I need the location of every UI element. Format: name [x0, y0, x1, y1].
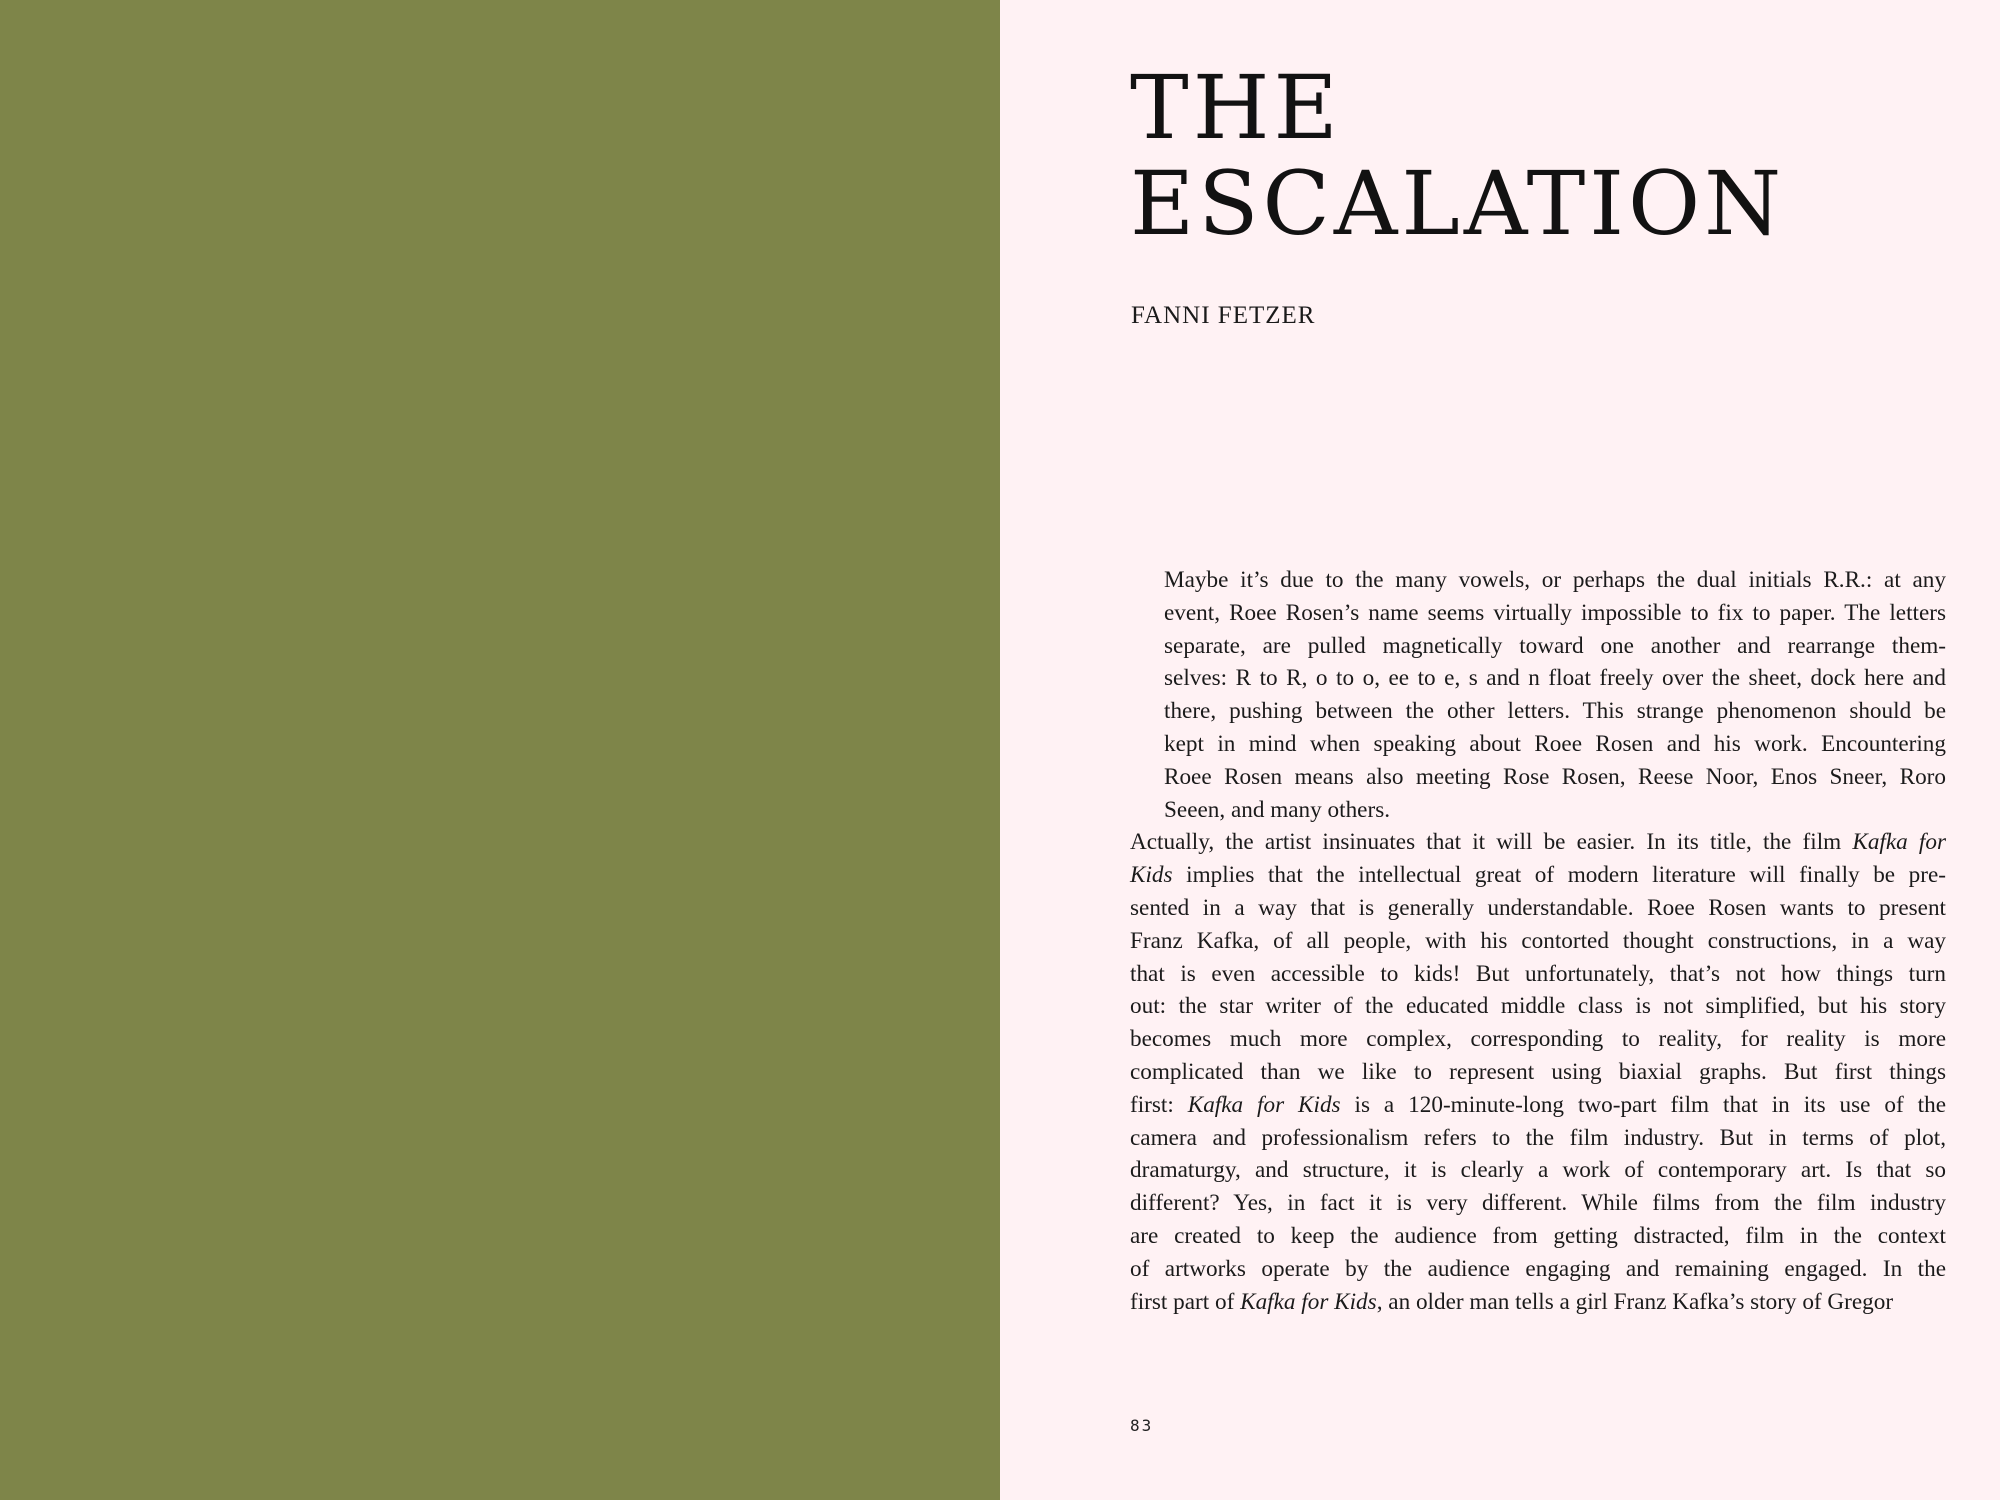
text-line: dramaturgy, and structure, it is clearly a work of contemporary art. Is that so: [1130, 1157, 1946, 1184]
italic-film-title: Kafka for Kids: [1187, 1091, 1341, 1118]
text-line: of artworks operate by the audience engaging and remaining engaged. In the: [1130, 1255, 1946, 1282]
text-line: that is even accessible to kids! But unfortunately, that’s not how things turn: [1130, 960, 1946, 987]
text-line: complicated than we like to represent using biaxial graphs. But first things: [1130, 1058, 1946, 1085]
chapter-title-line-2: ESCALATION: [1130, 152, 1786, 255]
italic-film-title: Kafka for Kids: [1240, 1288, 1377, 1315]
text-line: [1130, 859, 1946, 892]
text-line: Seeen, and many others.: [1164, 796, 1391, 823]
text-line: becomes much more complex, corresponding to reality, for reality is more: [1130, 1026, 1946, 1053]
text-line: camera and professionalism refers to the film industry. But in terms of plot,: [1130, 1124, 1946, 1151]
paragraph-1: [1130, 564, 1946, 826]
text-line: Roee Rosen means also meeting Rose Rosen, Reese Noor, Enos Sneer, Roro: [1164, 763, 1946, 790]
text-line: out: the star writer of the educated middle class is not simplified, but his story: [1130, 993, 1946, 1020]
author-name: FANNI FETZER: [1131, 302, 1316, 329]
text-line: there, pushing between the other letters. This strange phenomenon should be: [1164, 698, 1946, 725]
text-line: are created to keep the audience from getting distracted, film in the context: [1130, 1222, 1946, 1249]
italic-film-title: Kafka for: [1852, 829, 1946, 856]
italic-film-title: Kids: [1130, 862, 1173, 889]
right-page: [1000, 0, 2000, 1500]
text-line: Maybe it’s due to the many vowels, or perhaps the dual initials R.R.: at any: [1164, 567, 1946, 593]
text-segment: first:: [1130, 1091, 1188, 1118]
text-segment: implies that the intellectual great of modern literature will finally be pre-: [1172, 862, 1946, 889]
chapter-title-line-1: THE: [1130, 56, 1342, 159]
text-line: [1130, 1286, 1946, 1319]
text-line: selves: R to R, o to o, ee to e, s and n float freely over the sheet, dock here and: [1164, 665, 1946, 692]
text-line: [1130, 1089, 1946, 1122]
text-line: Franz Kafka, of all people, with his contorted thought constructions, in a way: [1130, 927, 1946, 954]
text-line: separate, are pulled magnetically toward one another and rearrange them-: [1164, 632, 1946, 659]
text-line: sented in a way that is generally understandable. Roee Rosen wants to present: [1130, 894, 1946, 921]
text-segment: Actually, the artist insinuates that it will be easier. In its title, the film: [1130, 829, 1853, 856]
text-line: different? Yes, in fact it is very different. While films from the film industry: [1130, 1190, 1946, 1217]
body-text: [1130, 564, 1946, 1318]
text-line: [1130, 826, 1946, 859]
text-segment: , an older man tells a girl Franz Kafka’s story of Gregor: [1376, 1288, 1894, 1315]
chapter-title: [1130, 56, 1786, 255]
text-segment: first part of: [1130, 1288, 1241, 1315]
text-segment: is a 120-minute-long two-part film that in its use of the: [1340, 1091, 1946, 1118]
paragraph-2: [1130, 826, 1946, 1318]
text-line: event, Roee Rosen’s name seems virtually impossible to fix to paper. The letters: [1164, 599, 1946, 626]
text-line: kept in mind when speaking about Roee Rosen and his work. Encountering: [1164, 730, 1946, 757]
page-number: 83: [1130, 1416, 1154, 1435]
